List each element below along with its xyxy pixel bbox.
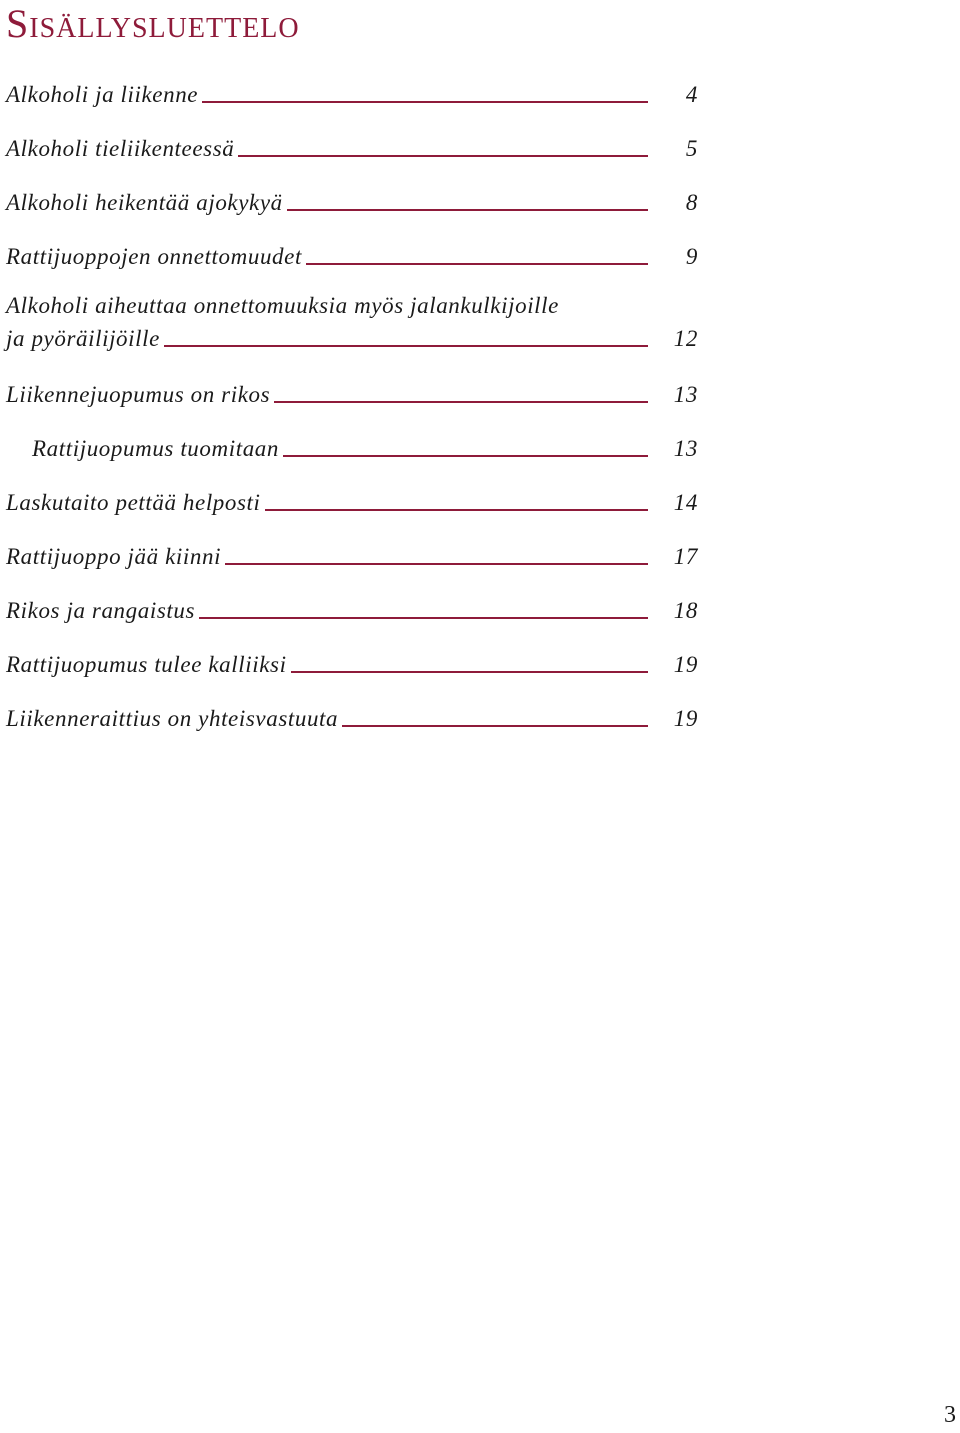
- toc-entry-rattijuopumus-tuomitaan: [32, 432, 698, 462]
- leader-line: [291, 671, 648, 673]
- leader-line: [287, 209, 648, 211]
- toc-entry-page: 14: [673, 490, 698, 515]
- toc-entry-jalankulkijat: [6, 290, 698, 352]
- page-title: Sisällysluettelo: [6, 1, 300, 46]
- toc-entry-page: 8: [685, 190, 698, 215]
- toc-entry-title: Laskutaito pettää helposti: [6, 490, 261, 515]
- toc-entry-title: Rattijuopumus tulee kalliiksi: [6, 652, 287, 677]
- toc-entry-alkoholi-heikentaa-ajokykya: [6, 186, 698, 216]
- leader-line: [342, 725, 648, 727]
- toc-entry-page: 17: [673, 544, 698, 569]
- toc-entry-title: Alkoholi tieliikenteessä: [6, 136, 235, 161]
- toc-entry-page: 13: [673, 382, 698, 407]
- toc-entry-page: 5: [685, 136, 698, 161]
- toc-entry-title-line2: ja pyöräilijöille: [6, 326, 160, 351]
- toc-entry-title: Alkoholi heikentää ajokykyä: [6, 190, 283, 215]
- toc-entry-title: Rattijuoppojen onnettomuudet: [6, 244, 302, 269]
- leader-line: [274, 401, 648, 403]
- toc-entry-title: Liikenneraittius on yhteisvastuuta: [6, 706, 339, 731]
- toc-entry-page: 19: [673, 706, 698, 731]
- toc-entry-title: Rattijuopumus tuomitaan: [32, 436, 280, 461]
- leader-line: [238, 155, 648, 157]
- toc-entry-title: Rikos ja rangaistus: [6, 598, 196, 623]
- toc-entry-page: 9: [685, 244, 698, 269]
- toc-entry-rattijuoppo-jaa-kiinni: [6, 540, 698, 570]
- toc-entry-line2: [6, 322, 698, 352]
- toc-entry-title-line1: Alkoholi aiheuttaa onnettomuuksia myös jalankulkijoille: [6, 293, 559, 318]
- toc-entry-rattijuoppojen-onnettomuudet: [6, 240, 698, 270]
- leader-line: [283, 455, 648, 457]
- page-number: 3: [944, 1402, 956, 1428]
- toc-entry-laskutaito-pettaa-helposti: [6, 486, 698, 516]
- leader-line: [225, 563, 648, 565]
- toc-entry-page: 13: [673, 436, 698, 461]
- toc-entry-title: Liikennejuopumus on rikos: [6, 382, 271, 407]
- toc-entry-page: 19: [673, 652, 698, 677]
- toc-entry-title: Alkoholi ja liikenne: [6, 82, 199, 107]
- toc-entry-title: Rattijuoppo jää kiinni: [6, 544, 222, 569]
- toc-entry-liikenneraittius-on-yhteisvastuuta: [6, 702, 698, 732]
- leader-line: [306, 263, 648, 265]
- leader-line: [199, 617, 648, 619]
- toc-entry-rattijuopumus-tulee-kalliiksi: [6, 648, 698, 678]
- toc-entry-alkoholi-ja-liikenne: [6, 78, 698, 108]
- toc-entry-alkoholi-tieliikenteessa: [6, 132, 698, 162]
- leader-line: [265, 509, 648, 511]
- leader-line: [164, 345, 648, 347]
- toc-entry-page: 18: [673, 598, 698, 623]
- toc-entry-page: 4: [685, 82, 698, 107]
- leader-line: [202, 101, 648, 103]
- toc-entry-rikos-ja-rangaistus: [6, 594, 698, 624]
- toc-entry-liikennejuopumus-on-rikos: [6, 378, 698, 408]
- toc-entry-page: 12: [673, 326, 698, 351]
